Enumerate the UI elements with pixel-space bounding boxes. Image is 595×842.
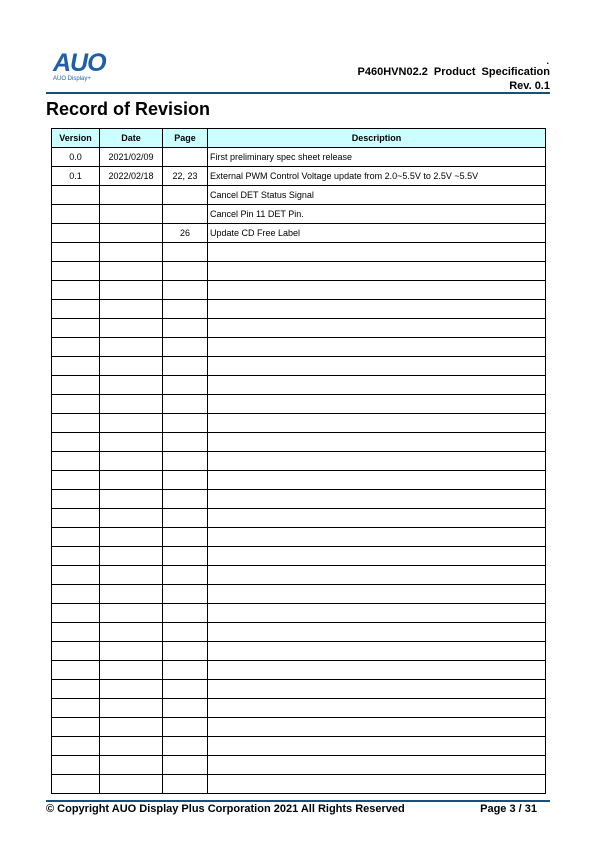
cell-version: [52, 699, 100, 718]
cell-page: [163, 490, 208, 509]
cell-date: [100, 566, 163, 585]
cell-page: [163, 566, 208, 585]
cell-date: [100, 604, 163, 623]
cell-page: [163, 300, 208, 319]
cell-description: [208, 775, 546, 794]
cell-description: First preliminary spec sheet release: [208, 148, 546, 167]
cell-date: [100, 319, 163, 338]
cell-page: [163, 148, 208, 167]
table-row: [52, 338, 546, 357]
cell-page: [163, 737, 208, 756]
cell-version: [52, 452, 100, 471]
cell-version: [52, 528, 100, 547]
cell-description: [208, 300, 546, 319]
cell-description: [208, 319, 546, 338]
cell-description: Cancel Pin 11 DET Pin.: [208, 205, 546, 224]
cell-page: 22, 23: [163, 167, 208, 186]
cell-date: [100, 737, 163, 756]
cell-description: [208, 262, 546, 281]
cell-date: [100, 395, 163, 414]
cell-page: [163, 585, 208, 604]
cell-date: [100, 376, 163, 395]
cell-date: [100, 775, 163, 794]
cell-version: [52, 205, 100, 224]
cell-page: [163, 680, 208, 699]
cell-version: [52, 281, 100, 300]
table-row: [52, 300, 546, 319]
cell-date: [100, 528, 163, 547]
table-row: [52, 262, 546, 281]
cell-page: [163, 452, 208, 471]
cell-description: [208, 376, 546, 395]
cell-version: [52, 414, 100, 433]
cell-date: [100, 433, 163, 452]
cell-page: [163, 623, 208, 642]
revision-table: [51, 128, 546, 794]
cell-description: [208, 357, 546, 376]
table-row: [52, 585, 546, 604]
cell-page: [163, 509, 208, 528]
cell-date: [100, 186, 163, 205]
cell-page: [163, 357, 208, 376]
cell-description: [208, 395, 546, 414]
cell-description: [208, 509, 546, 528]
column-header-date: Date: [100, 129, 163, 148]
cell-description: [208, 680, 546, 699]
cell-version: [52, 623, 100, 642]
table-row: [52, 148, 546, 167]
cell-page: [163, 319, 208, 338]
cell-page: [163, 395, 208, 414]
cell-version: [52, 262, 100, 281]
cell-version: [52, 547, 100, 566]
cell-description: [208, 566, 546, 585]
table-row: [52, 490, 546, 509]
cell-version: [52, 395, 100, 414]
cell-version: [52, 186, 100, 205]
page-title: Record of Revision: [46, 99, 211, 119]
cell-description: [208, 471, 546, 490]
cell-page: [163, 528, 208, 547]
cell-description: Update CD Free Label: [208, 224, 546, 243]
table-row: [52, 547, 546, 566]
cell-date: [100, 756, 163, 775]
cell-page: [163, 642, 208, 661]
table-row: [52, 205, 546, 224]
cell-page: [163, 376, 208, 395]
table-row: [52, 433, 546, 452]
cell-version: [52, 604, 100, 623]
cell-version: [52, 243, 100, 262]
cell-date: [100, 623, 163, 642]
cell-description: [208, 718, 546, 737]
cell-description: [208, 528, 546, 547]
cell-date: [100, 357, 163, 376]
cell-page: [163, 547, 208, 566]
footer-divider: [46, 800, 550, 802]
cell-description: [208, 490, 546, 509]
cell-version: [52, 642, 100, 661]
cell-date: [100, 547, 163, 566]
table-row: [52, 699, 546, 718]
cell-version: 0.0: [52, 148, 100, 167]
cell-date: [100, 338, 163, 357]
cell-page: [163, 756, 208, 775]
page-number: Page 3 / 31: [480, 803, 537, 815]
cell-version: [52, 756, 100, 775]
cell-description: [208, 661, 546, 680]
cell-page: [163, 604, 208, 623]
table-row: [52, 718, 546, 737]
cell-description: [208, 585, 546, 604]
cell-version: [52, 433, 100, 452]
cell-page: [163, 338, 208, 357]
cell-date: 2022/02/18: [100, 167, 163, 186]
cell-date: [100, 414, 163, 433]
header-divider: [46, 92, 550, 94]
cell-description: [208, 452, 546, 471]
table-row: [52, 775, 546, 794]
table-row: [52, 186, 546, 205]
table-row: [52, 414, 546, 433]
cell-page: [163, 433, 208, 452]
table-row: [52, 319, 546, 338]
cell-description: [208, 281, 546, 300]
cell-version: [52, 471, 100, 490]
column-header-version: Version: [52, 129, 100, 148]
table-row: [52, 528, 546, 547]
cell-page: [163, 186, 208, 205]
cell-page: [163, 243, 208, 262]
cell-version: [52, 490, 100, 509]
column-header-page: Page: [163, 129, 208, 148]
table-row: [52, 737, 546, 756]
cell-page: [163, 281, 208, 300]
cell-date: [100, 642, 163, 661]
cell-description: Cancel DET Status Signal: [208, 186, 546, 205]
cell-page: [163, 205, 208, 224]
cell-description: [208, 433, 546, 452]
cell-page: [163, 414, 208, 433]
table-row: [52, 642, 546, 661]
cell-description: [208, 414, 546, 433]
table-row: [52, 281, 546, 300]
cell-version: [52, 509, 100, 528]
cell-date: [100, 680, 163, 699]
cell-date: [100, 509, 163, 528]
table-header-row: [52, 129, 546, 148]
table-row: [52, 623, 546, 642]
cell-version: [52, 737, 100, 756]
cell-date: [100, 300, 163, 319]
table-row: [52, 357, 546, 376]
table-row: [52, 661, 546, 680]
table-row: [52, 224, 546, 243]
cell-description: External PWM Control Voltage update from 2.0~5.5V to 2.5V ~5.5V: [208, 167, 546, 186]
cell-date: [100, 205, 163, 224]
table-row: [52, 395, 546, 414]
cell-description: [208, 338, 546, 357]
cell-description: [208, 756, 546, 775]
cell-version: [52, 319, 100, 338]
cell-date: [100, 718, 163, 737]
company-logo: [53, 49, 123, 83]
cell-date: [100, 661, 163, 680]
table-row: [52, 566, 546, 585]
cell-page: [163, 718, 208, 737]
cell-page: [163, 471, 208, 490]
cell-page: [163, 699, 208, 718]
table-row: [52, 167, 546, 186]
logo-subtext: AUO Display+: [53, 76, 91, 82]
cell-page: [163, 775, 208, 794]
cell-version: [52, 376, 100, 395]
logo-text: AUO: [53, 49, 106, 77]
cell-date: [100, 281, 163, 300]
cell-version: [52, 300, 100, 319]
cell-description: [208, 623, 546, 642]
cell-version: [52, 718, 100, 737]
cell-page: 26: [163, 224, 208, 243]
cell-date: [100, 585, 163, 604]
cell-version: [52, 224, 100, 243]
cell-description: [208, 737, 546, 756]
cell-date: [100, 452, 163, 471]
table-row: [52, 376, 546, 395]
cell-version: [52, 566, 100, 585]
cell-version: [52, 338, 100, 357]
cell-description: [208, 699, 546, 718]
document-revision: Rev. 0.1: [509, 80, 550, 92]
table-row: [52, 452, 546, 471]
document-title: P460HVN02.2 Product Specification: [357, 66, 550, 78]
header-dot: .: [546, 56, 549, 66]
cell-description: [208, 604, 546, 623]
column-header-description: Description: [208, 129, 546, 148]
cell-version: [52, 680, 100, 699]
cell-date: [100, 490, 163, 509]
cell-description: [208, 547, 546, 566]
cell-description: [208, 642, 546, 661]
copyright-text: © Copyright AUO Display Plus Corporation 2021 All Rights Reserved: [46, 803, 405, 815]
table-row: [52, 604, 546, 623]
cell-version: [52, 661, 100, 680]
cell-date: [100, 699, 163, 718]
revision-table-body: [52, 148, 546, 794]
cell-version: 0.1: [52, 167, 100, 186]
table-row: [52, 471, 546, 490]
cell-date: [100, 224, 163, 243]
table-row: [52, 756, 546, 775]
cell-date: [100, 262, 163, 281]
table-row: [52, 243, 546, 262]
cell-version: [52, 357, 100, 376]
cell-page: [163, 262, 208, 281]
cell-date: [100, 243, 163, 262]
cell-version: [52, 585, 100, 604]
table-row: [52, 680, 546, 699]
cell-date: 2021/02/09: [100, 148, 163, 167]
cell-page: [163, 661, 208, 680]
cell-description: [208, 243, 546, 262]
table-row: [52, 509, 546, 528]
cell-version: [52, 775, 100, 794]
cell-date: [100, 471, 163, 490]
